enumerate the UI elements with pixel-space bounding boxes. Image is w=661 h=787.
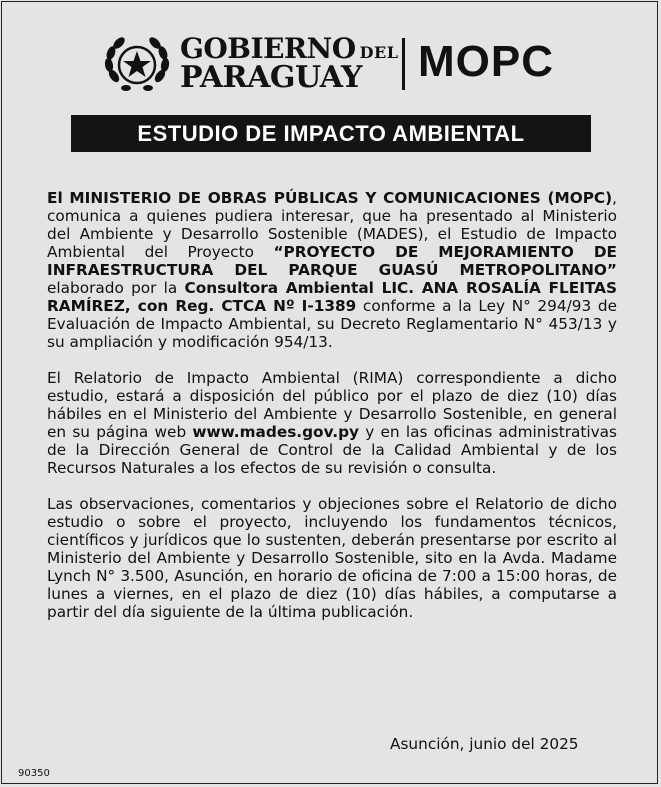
ad-code: 90350: [18, 768, 50, 779]
paraguay-star-seal-icon: [100, 32, 174, 96]
government-name-line2: PARAGUAY: [180, 60, 362, 95]
place-date-signoff: Asunción, junio del 2025: [390, 735, 579, 753]
paragraph-2: El Relatorio de Impacto Ambiental (RIMA) correspondiente a dicho estudio, estará a disposición del público por el plazo de diez (10) días hábiles en el Ministerio del Ambiente y Desarrollo Sostenible, en general en su página web www.mades.gov.py y en las oficinas administrativas de la Dirección General de Control de la Calidad Ambiental y de los Recursos Naturales a los efectos de su revisión o consulta.: [47, 369, 617, 477]
header: [100, 30, 570, 100]
paragraph-3: Las observaciones, comentarios y objeciones sobre el Relatorio de dicho estudio o sobre el proyecto, incluyendo los fundamentos técnicos, científicos y jurídicos que lo sustenten, deberán presentarse por escrito al Ministerio del Ambiente y Desarrollo Sostenible, sito en la Avda. Madame Lynch N° 3.500, Asunción, en horario de oficina de 7:00 a 15:00 horas, de lunes a viernes, en el plazo de diez (10) días hábiles, a computarse a partir del día siguiente de la última publicación.: [47, 495, 617, 621]
website-url: www.mades.gov.py: [192, 423, 360, 441]
notice-body: [47, 189, 617, 639]
notice-title-banner: ESTUDIO DE IMPACTO AMBIENTAL: [71, 115, 591, 152]
government-name-line1: GOBIERNO DEL: [180, 32, 399, 65]
paragraph-1: El MINISTERIO DE OBRAS PÚBLICAS Y COMUNICACIONES (MOPC), comunica a quienes pudiera interesar, que ha presentado al Ministerio del Ambiente y Desarrollo Sostenible (MADES), el Estudio de Impacto Ambiental del Proyecto “PROYECTO DE MEJORAMIENTO DE INFRAESTRUCTURA DEL PARQUE GUASÚ METROPOLITANO” elaborado por la Consultora Ambiental LIC. ANA ROSALÍA FLEITAS RAMÍREZ, con Reg. CTCA Nº I-1389 conforme a la Ley N° 294/93 de Evaluación de Impacto Ambiental, su Decreto Reglamentario N° 453/13 y su ampliación y modificación 954/13.: [47, 189, 618, 351]
ministry-abbreviation: MOPC: [418, 37, 554, 86]
header-divider: [402, 38, 405, 90]
